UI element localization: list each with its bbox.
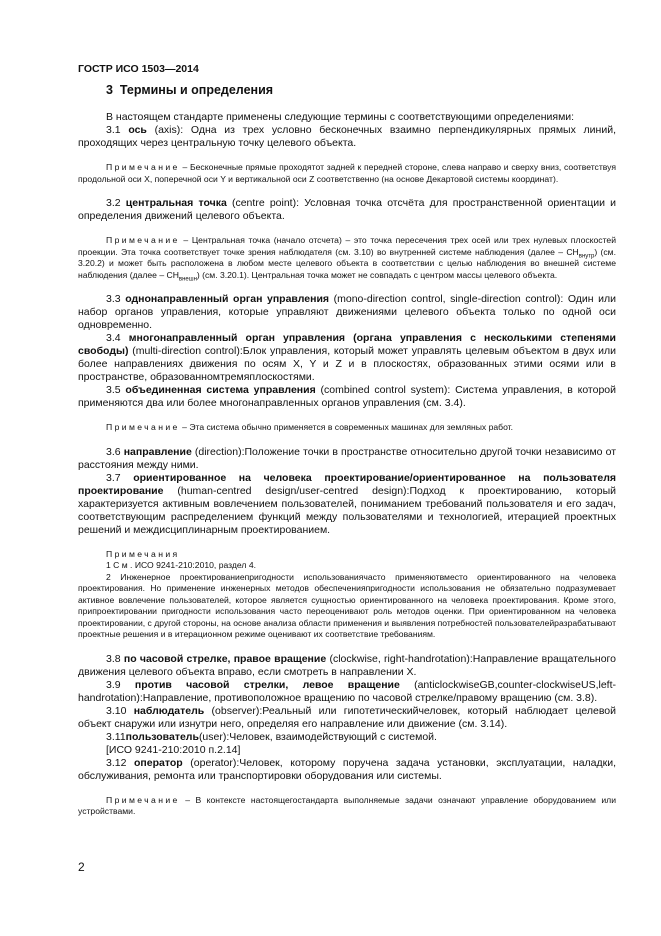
note-4-1: 1 С м . ИСО 9241-210:2010, раздел 4.: [106, 560, 256, 570]
term-name: направление: [123, 445, 192, 458]
term-3-3: 3.3 однонаправленный орган управления (mono-direction control, single-direction control): Один или набор органов управления, которые управляют движениями целевого объекта только по одной оси одновременно.: [78, 293, 617, 331]
note-1: Примечание – Бесконечные прямые проходятот задней к передней стороне, слева направо и сверху вниз, соответствуя продольной оси X, поперечной оси Y и вертикальной оси Z соответственно (на основе Декартовой системы координат).: [78, 162, 617, 184]
note-5: Примечание – В контексте настоящегостандарта выполняемые задачи означают управление оборудованием или устройствами.: [78, 794, 616, 816]
term-name: объединенная система управления: [125, 384, 316, 396]
standard-header: ГОСТР ИСО 1503—2014: [78, 63, 199, 75]
section-number: 3: [106, 83, 113, 97]
intro-paragraph: В настоящем стандарте применены следующие термины с соответствующими определениями:: [106, 111, 575, 123]
note-4-2: 2 Инженерное проектированиепригодности использованиячасто применяютвместо ориентированного на человека проектирования. Но применение инженерных методов обеспеченияпригодности использования не обязательно подразумевает активное вовлечение пользователей, которое является сущностью ориентированного на человека проектирования. Кроме этого, припроектировании пригодности использования часто переоценивают роль методов оценки. При ориентированном на человека проектировании, с другой стороны, на основе анализа области применения и выявления потребностей пользователейразрабатывают проектные решения и в итерационном режиме оценивают их соответствие требованиям.: [78, 571, 616, 639]
term-name: многонаправленный орган управления (органа управления с несколькими степенями свободы): [78, 332, 616, 357]
term-3-11: 3.11пользователь(user):Человек, взаимодействующий с системой.: [106, 730, 437, 743]
term-name: центральная точка: [125, 197, 227, 209]
term-3-6: 3.6 направление (direction):Положение точки в пространстве относительно другой точки независимо от расстояния между ними.: [78, 445, 617, 471]
term-name: оператор: [134, 756, 183, 769]
term-3-1: 3.1 ось (axis): Одна из трех условно бесконечных взаимно перпендикулярных прямых линий, проходящих через центральную точку целевого объекта.: [78, 124, 616, 149]
term-3-9: 3.9 против часовой стрелки, левое вращение (anticlockwiseGB,counter-clockwiseUS,left-handrotation):Направление, противоположное вращению по часовой стрелке/правому вращению (см. 3.8).: [78, 678, 616, 704]
page-number: 2: [78, 860, 85, 874]
section-title-text: Термины и определения: [119, 83, 274, 97]
term-name: пользователь: [125, 730, 199, 743]
term-3-11-ref: [ИСО 9241-210:2010 п.2.14]: [106, 743, 241, 756]
notes-heading: Примечания: [106, 548, 180, 559]
term-3-10: 3.10 наблюдатель (observer):Реальный или гипотетическийчеловек, который наблюдает целевой объект снаружи или изнутри него, определяя его направление или движение (см. 3.14).: [78, 704, 616, 730]
section-title: [106, 84, 616, 97]
term-name: по часовой стрелке, правое вращение: [123, 652, 327, 665]
term-name: однонаправленный орган управления: [125, 293, 330, 305]
document-page: [78, 63, 616, 818]
term-3-2: 3.2 центральная точка (centre point): Условная точка отсчёта для пространственной ориентации и определения движений целевого объекта.: [78, 197, 617, 222]
note-3: Примечание – Эта система обычно применяется в современных машинах для земляных работ.: [106, 422, 514, 432]
term-3-8: 3.8 по часовой стрелке, правое вращение (clockwise, right-handrotation):Направление вращательного движения целевого объекта вправо, если смотреть в направлении X.: [78, 652, 616, 678]
term-3-4: 3.4 многонаправленный орган управления (органа управления с несколькими степенями свободы) (multi-direction control):Блок управления, который может управлять целевым объектом в двух или более направлениях движения по осям X, Y и Z и в плоскостях, образованных этими осями или в пространстве, образованномтремяплоскостями.: [78, 332, 616, 383]
term-3-7: 3.7 ориентированное на человека проектирование/ориентированное на пользователя проектирование (human-centred design/user-centred design):Подход к проектированию, который характеризуется активным вовлечением пользователей, пониманием требований пользователя и его задач, соответствующим распределением функций между пользователями и технологией, итерацией проектных решений и междисциплинарным проектированием.: [78, 471, 617, 536]
term-name: против часовой стрелки, левое вращение: [134, 678, 400, 691]
term-name: ось: [128, 124, 147, 136]
term-name: ориентированное на человека проектирование/ориентированное на пользователя проектирование: [78, 471, 617, 497]
term-3-5: 3.5 объединенная система управления (combined control system): Система управления, в которой применяются два или более многонаправленных органов управления (см. 3.4).: [78, 384, 616, 409]
term-3-12: 3.12 оператор (operator):Человек, которому поручена задача установки, эксплуатации, наладки, обслуживания, ремонта или транспортировки оборудования или системы.: [78, 756, 617, 782]
term-name: наблюдатель: [133, 704, 205, 717]
note-2: Примечание – Центральная точка (начало отсчета) – это точка пересечения трех осей или трех нулевых плоскостей проекции. Эта точка соответствует точке зрения наблюдателя (см. 3.10) во внутренней системе наблюдения (далее – $CH_{внутр}$) (см. 3.20.2) и может быть расположена в любом месте целевого объекта в соответствии с целью наблюдения во внешней системе наблюдения (далее – $CH_{внешн}$) (см. 3.20.1). Центральная точка может не совпадать с центром массы целевого объекта.: [78, 235, 616, 283]
